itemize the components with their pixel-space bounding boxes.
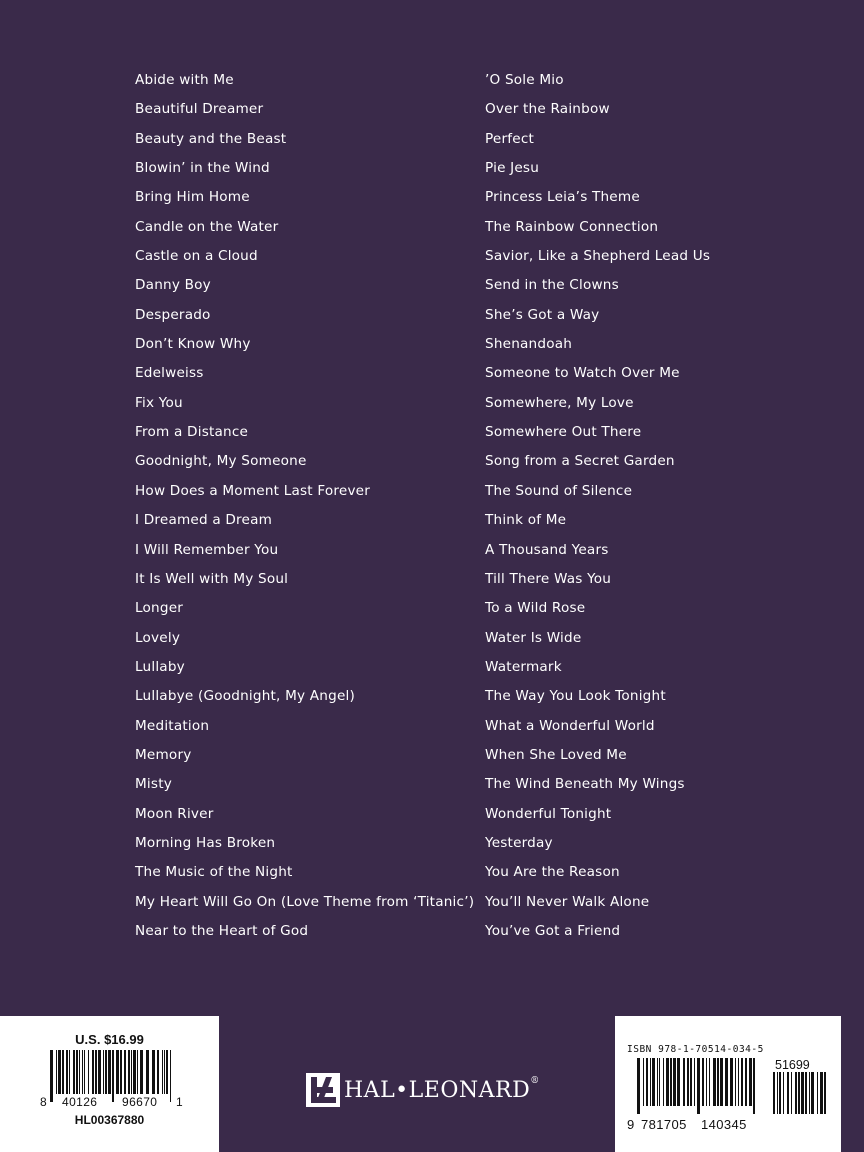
barcode-bar	[713, 1058, 716, 1106]
barcode-bar	[146, 1050, 149, 1094]
song-title: Pie Jesu	[485, 160, 540, 177]
song-title: My Heart Will Go On (Love Theme from ‘Titanic’)	[135, 893, 475, 910]
addon-barcode-bar	[809, 1072, 810, 1114]
addon-barcode-bar	[777, 1072, 778, 1114]
barcode-bar	[753, 1058, 755, 1114]
barcode-bar	[694, 1058, 695, 1106]
song-title: Lullaby	[135, 658, 185, 675]
barcode-bar	[170, 1050, 171, 1102]
publisher-name-text: HAL•LEONARD	[344, 1077, 531, 1103]
song-title: Over the Rainbow	[485, 101, 610, 118]
barcode-bar	[690, 1058, 692, 1106]
song-title: The Way You Look Tonight	[485, 688, 666, 705]
barcode-bar	[79, 1050, 80, 1094]
song-title: Someone to Watch Over Me	[485, 365, 680, 382]
song-title: Till There Was You	[485, 570, 612, 587]
barcode-bar	[717, 1058, 719, 1106]
barcode-bar	[741, 1058, 743, 1106]
song-title: Lovely	[135, 629, 181, 646]
barcode-bar	[659, 1058, 660, 1106]
barcode-bar	[82, 1050, 83, 1094]
addon-barcode-bar	[779, 1072, 781, 1114]
barcode-bar	[646, 1058, 648, 1106]
barcode-bar	[673, 1058, 676, 1106]
barcode-bar	[108, 1050, 111, 1094]
song-title: Think of Me	[485, 512, 567, 529]
song-title: Fix You	[135, 394, 183, 411]
barcode-bar	[670, 1058, 672, 1106]
barcode-bar	[88, 1050, 89, 1094]
song-title: Morning Has Broken	[135, 834, 276, 851]
isbn-lead-digit: 9	[627, 1117, 635, 1132]
song-title: I Will Remember You	[135, 541, 279, 558]
song-title: Desperado	[135, 306, 211, 323]
barcode-bar	[50, 1050, 53, 1102]
song-title: From a Distance	[135, 424, 249, 441]
song-title: ’O Sole Mio	[485, 72, 564, 88]
barcode-bar	[709, 1058, 710, 1106]
addon-barcode-bar	[773, 1072, 775, 1114]
song-title: It Is Well with My Soul	[135, 570, 289, 587]
addon-barcode-bar	[820, 1072, 823, 1114]
barcode-bar	[133, 1050, 136, 1094]
barcode-bar	[76, 1050, 78, 1094]
song-title: Don’t Know Why	[135, 336, 251, 353]
addon-barcode-bar	[795, 1072, 797, 1114]
barcode-bar	[105, 1050, 107, 1094]
barcode-bar	[152, 1050, 155, 1094]
barcode-bar	[131, 1050, 132, 1094]
song-title: Water Is Wide	[485, 629, 582, 646]
song-title: To a Wild Rose	[485, 600, 586, 617]
song-title: The Music of the Night	[135, 864, 293, 881]
barcode-bar	[112, 1050, 114, 1102]
song-title: The Wind Beneath My Wings	[485, 776, 685, 793]
barcode-bar	[66, 1050, 68, 1094]
barcode-bar	[637, 1058, 640, 1114]
song-title: Goodnight, My Someone	[135, 453, 307, 470]
barcode-bar	[687, 1058, 689, 1106]
barcode-bar	[124, 1050, 126, 1094]
barcode-bar	[103, 1050, 104, 1094]
song-title: Lullabye (Goodnight, My Angel)	[135, 688, 355, 705]
song-title: Meditation	[135, 717, 210, 734]
barcode-bar	[140, 1050, 143, 1094]
song-title: Near to the Heart of God	[135, 922, 309, 939]
barcode-bar	[95, 1050, 97, 1094]
barcode-bar	[652, 1058, 655, 1106]
song-title: Castle on a Cloud	[135, 248, 258, 265]
barcode-bar	[683, 1058, 685, 1106]
barcode-bar	[677, 1058, 680, 1106]
price-barcode-panel	[0, 1016, 219, 1152]
addon-barcode-bar	[783, 1072, 784, 1114]
song-title: Blowin’ in the Wind	[135, 160, 270, 177]
barcode-bar	[62, 1050, 64, 1094]
barcode-bar	[137, 1050, 138, 1094]
song-title: Song from a Secret Garden	[485, 453, 675, 470]
barcode-bar	[120, 1050, 122, 1094]
barcode-bar	[157, 1050, 159, 1094]
publisher-name	[344, 1075, 540, 1103]
song-title: Shenandoah	[485, 336, 573, 353]
barcode-bar	[738, 1058, 739, 1106]
addon-barcode-bar	[805, 1072, 807, 1114]
addon-barcode-bar	[791, 1072, 792, 1114]
barcode-bar	[697, 1058, 700, 1114]
addon-barcode-bar	[801, 1072, 804, 1114]
upc-right-digits: 96670	[122, 1095, 158, 1109]
song-title: She’s Got a Way	[485, 306, 600, 323]
barcode-bar	[725, 1058, 728, 1106]
song-title: Watermark	[485, 658, 562, 675]
song-title: How Does a Moment Last Forever	[135, 482, 371, 499]
song-title: Beauty and the Beast	[135, 130, 287, 147]
addon-barcode-bar	[824, 1072, 826, 1114]
barcode-bar	[720, 1058, 723, 1106]
barcode-bar	[69, 1050, 70, 1094]
song-title: I Dreamed a Dream	[135, 512, 273, 529]
hal-leonard-mark-icon	[306, 1073, 340, 1107]
song-title: Wonderful Tonight	[485, 805, 612, 822]
barcode-bar	[116, 1050, 119, 1094]
song-title: Yesterday	[485, 834, 553, 851]
song-title: You’ll Never Walk Alone	[485, 893, 650, 910]
song-title: Perfect	[485, 130, 535, 147]
barcode-bar	[730, 1058, 733, 1106]
song-title: Misty	[135, 776, 172, 793]
song-title: Abide with Me	[135, 72, 234, 88]
song-title: Edelweiss	[135, 365, 204, 382]
addon-barcode-bar	[811, 1072, 814, 1114]
barcode-bar	[162, 1050, 163, 1094]
song-title: A Thousand Years	[485, 541, 609, 558]
barcode-bar	[84, 1050, 85, 1094]
barcode-bar	[98, 1050, 101, 1094]
song-title: Somewhere, My Love	[485, 394, 634, 411]
song-title: Longer	[135, 600, 184, 617]
barcode-bar	[166, 1050, 168, 1094]
song-title: Candle on the Water	[135, 218, 279, 235]
barcode-bar	[650, 1058, 651, 1106]
song-title: The Sound of Silence	[485, 482, 633, 499]
song-title: You Are the Reason	[485, 864, 620, 881]
upc-left-digits: 40126	[62, 1095, 98, 1109]
song-title: What a Wonderful World	[485, 717, 655, 734]
song-title: Bring Him Home	[135, 189, 250, 206]
barcode-bar	[58, 1050, 61, 1094]
barcode-bar	[128, 1050, 130, 1094]
barcode-bar	[735, 1058, 736, 1106]
addon-barcode-bar	[787, 1072, 789, 1114]
song-title: The Rainbow Connection	[485, 218, 659, 235]
addon-barcode-bar	[817, 1072, 818, 1114]
barcode-bar	[666, 1058, 669, 1106]
isbn-text: ISBN 978-1-70514-034-5	[627, 1044, 764, 1055]
song-list-right	[485, 68, 710, 948]
song-title: Somewhere Out There	[485, 424, 642, 441]
barcode-bar	[749, 1058, 752, 1106]
isbn-right-digits: 140345	[701, 1117, 747, 1132]
isbn-barcode-panel	[615, 1016, 841, 1152]
song-list-left	[135, 68, 474, 948]
song-title: When She Loved Me	[485, 746, 627, 763]
item-code: HL00367880	[74, 1113, 145, 1127]
barcode-bar	[706, 1058, 707, 1106]
barcode-bar	[745, 1058, 747, 1106]
isbn-left-digits: 781705	[641, 1117, 687, 1132]
song-title: You’ve Got a Friend	[485, 922, 621, 939]
song-title: Send in the Clowns	[485, 277, 619, 294]
upc-lead-digit: 8	[40, 1095, 48, 1109]
barcode-bar	[663, 1058, 664, 1106]
barcode-bar	[164, 1050, 165, 1094]
addon-barcode-bar	[798, 1072, 800, 1114]
song-title: Savior, Like a Shepherd Lead Us	[485, 248, 711, 265]
isbn-barcode	[637, 1058, 827, 1114]
barcode-bar	[92, 1050, 94, 1094]
barcode-bar	[657, 1058, 658, 1106]
upc-check-digit: 1	[176, 1095, 184, 1109]
barcode-bar	[643, 1058, 644, 1106]
song-title: Beautiful Dreamer	[135, 101, 264, 118]
song-title: Danny Boy	[135, 277, 211, 294]
song-title: Moon River	[135, 805, 214, 822]
registered-mark: ®	[530, 1075, 540, 1086]
barcode-bar	[56, 1050, 57, 1094]
price-label: U.S. $16.99	[75, 1032, 144, 1047]
song-title: Princess Leia’s Theme	[485, 189, 640, 206]
addon-digits: 51699	[775, 1058, 810, 1072]
song-title: Memory	[135, 746, 192, 763]
barcode-bar	[73, 1050, 75, 1094]
publisher-logo	[306, 1073, 540, 1107]
barcode-bar	[702, 1058, 704, 1106]
